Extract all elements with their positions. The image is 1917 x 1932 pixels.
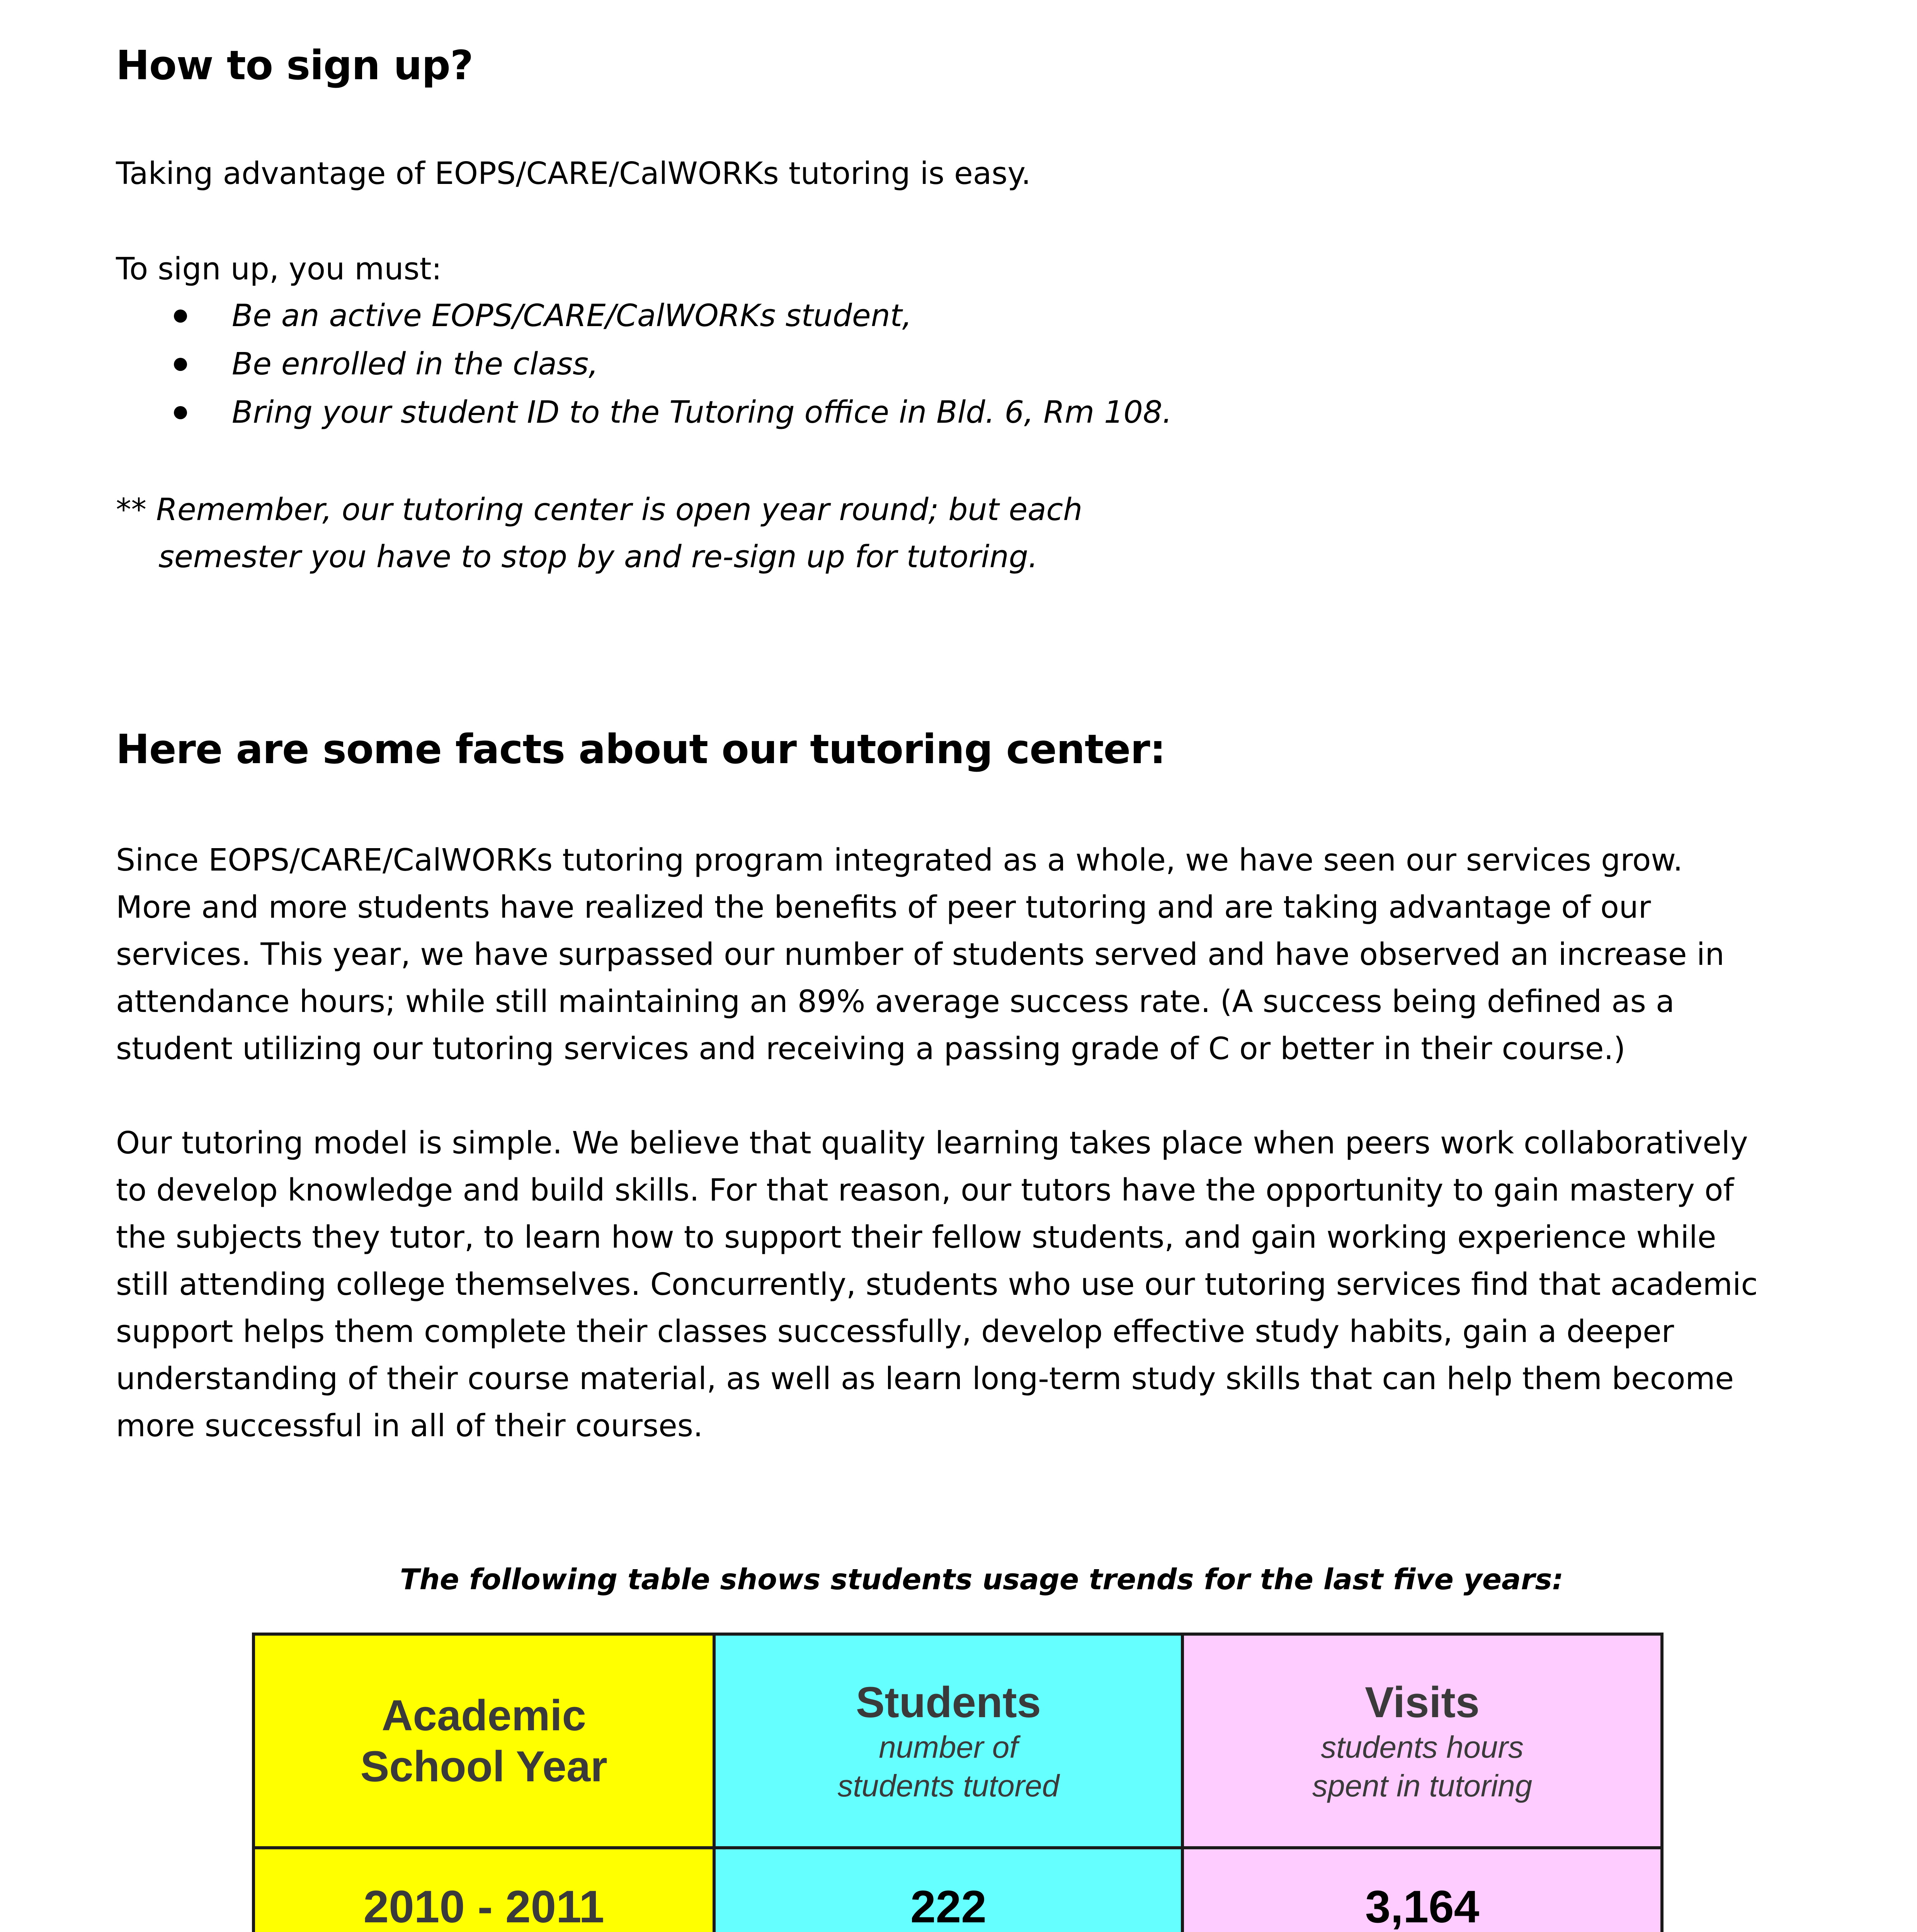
paragraph-line: student utilizing our tutoring services and receiving a passing grade of C or better in their course.) — [116, 1031, 1626, 1066]
paragraph-line: understanding of their course material, as well as learn long-term study skills that can help them become — [116, 1361, 1734, 1396]
paragraph-line: attendance hours; while still maintaining an 89% average success rate. (A success being defined as a — [116, 984, 1675, 1019]
paragraph-line: More and more students have realized the benefits of peer tutoring and are taking advantage of our — [116, 889, 1651, 925]
paragraph-line: services. This year, we have surpassed our number of students served and have observed an increase in — [116, 937, 1725, 972]
header-year-line1: Academic — [381, 1691, 586, 1740]
header-year-line2: School Year — [360, 1742, 607, 1791]
header-students-title: Students — [856, 1678, 1041, 1726]
year-cell: 2010 - 2011 — [363, 1881, 604, 1932]
paragraph-line: to develop knowledge and build skills. For that reason, our tutors have the opportunity to gain mastery of — [116, 1172, 1734, 1208]
students-cell: 222 — [910, 1881, 987, 1932]
paragraph-line: Our tutoring model is simple. We believe that quality learning takes place when peers work collaboratively — [116, 1125, 1748, 1161]
header-students — [714, 1634, 1182, 1848]
signup-requirements-lead: To sign up, you must: — [116, 251, 442, 287]
requirement-item: Be enrolled in the class, — [116, 340, 1172, 388]
header-visits — [1182, 1634, 1662, 1848]
header-visits-sub2: spent in tutoring — [1312, 1768, 1533, 1803]
signup-reminder-line2: semester you have to stop by and re-sign up for tutoring. — [158, 539, 1038, 575]
facts-heading: Here are some facts about our tutoring center: — [116, 726, 1166, 773]
header-visits-title: Visits — [1365, 1678, 1480, 1726]
signup-heading: How to sign up? — [116, 42, 473, 89]
header-students-sub2: students tutored — [837, 1768, 1060, 1803]
table-caption: The following table shows students usage trends for the last five years: — [400, 1563, 1564, 1596]
visits-column — [1182, 1848, 1662, 1932]
facts-paragraph-1 — [116, 837, 1835, 1072]
usage-trends-table — [252, 1633, 1664, 1932]
facts-paragraph-2 — [116, 1119, 1835, 1449]
header-visits-sub1: students hours — [1321, 1730, 1524, 1764]
table-header-row — [253, 1634, 1662, 1848]
paragraph-line: more successful in all of their courses. — [116, 1408, 703, 1444]
paragraph-line: Since EOPS/CARE/CalWORKs tutoring program integrated as a whole, we have seen our services grow. — [116, 842, 1683, 878]
paragraph-line: support helps them complete their classes successfully, develop effective study habits, gain a deeper — [116, 1314, 1674, 1349]
table-body-row — [253, 1848, 1662, 1932]
signup-requirements-list — [116, 292, 1172, 437]
paragraph-line: the subjects they tutor, to learn how to support their fellow students, and gain working experience while — [116, 1219, 1716, 1255]
signup-intro: Taking advantage of EOPS/CARE/CalWORKs tutoring is easy. — [116, 156, 1031, 191]
header-academic-year — [253, 1634, 714, 1848]
header-students-sub1: number of — [879, 1730, 1018, 1764]
students-column — [714, 1848, 1182, 1932]
paragraph-line: still attending college themselves. Concurrently, students who use our tutoring services find that academic — [116, 1267, 1758, 1302]
signup-reminder-line1: ** Remember, our tutoring center is open year round; but each — [116, 492, 1083, 527]
requirement-item: Be an active EOPS/CARE/CalWORKs student, — [116, 292, 1172, 340]
visits-cell: 3,164 — [1365, 1881, 1480, 1932]
requirement-item: Bring your student ID to the Tutoring office in Bld. 6, Rm 108. — [116, 388, 1172, 437]
years-column — [253, 1848, 714, 1932]
